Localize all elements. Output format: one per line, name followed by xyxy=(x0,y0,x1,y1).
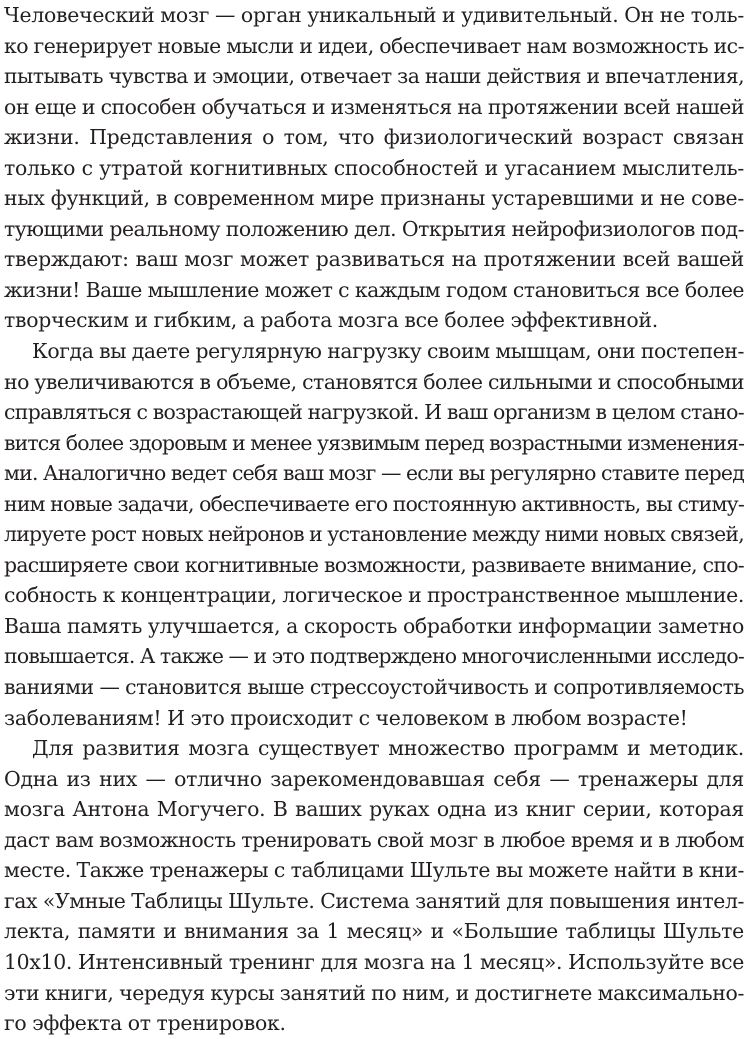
text-line: лируете рост новых нейронов и установление между ними новых связей, xyxy=(4,522,744,547)
text-line: заболеваниям! И это происходит с человеком в любом возрасте! xyxy=(4,705,688,730)
text-line: ми. Аналогично ведет себя ваш мозг — если вы регулярно ставите перед xyxy=(4,461,744,486)
text-line: вится более здоровым и менее уязвимым перед возрастными изменения- xyxy=(4,430,744,455)
text-line: собность к концентрации, логическое и пространственное мышление. xyxy=(4,583,744,608)
text-line: повышается. А также — и это подтверждено многочисленными исследо- xyxy=(4,644,744,669)
text-line: тующими реальному положению дел. Открытия нейрофизиологов под- xyxy=(4,216,744,241)
text-line: он еще и способен обучаться и изменяться на протяжении всей нашей xyxy=(4,94,744,119)
text-line: расширяете свои когнитивные возможности, развиваете внимание, спо- xyxy=(4,552,744,577)
paragraph xyxy=(4,733,744,1038)
body-text xyxy=(4,0,744,1039)
text-line: справляться с возрастающей нагрузкой. И ваш организм в целом стано- xyxy=(4,400,744,425)
text-line: Одна из них — отлично зарекомендовавшая себя — тренажеры для xyxy=(4,766,744,791)
text-line: гах «Умные Таблицы Шульте. Система занятий для повышения интел- xyxy=(4,888,744,913)
text-line: тверждают: ваш мозг может развиваться на протяжении всей вашей xyxy=(4,247,744,272)
paragraph xyxy=(4,336,744,733)
text-line: мозга Антона Могучего. В ваших руках одна из книг серии, которая xyxy=(4,797,744,822)
text-line: только с утратой когнитивных способностей и угасанием мыслитель- xyxy=(4,155,744,180)
paragraph xyxy=(4,0,744,336)
text-line: лекта, памяти и внимания за 1 месяц» и «Большие таблицы Шульте xyxy=(4,919,744,944)
text-line: эти книги, чередуя курсы занятий по ним, и достигнете максимально- xyxy=(4,980,744,1005)
text-line: Ваша память улучшается, а скорость обработки информации заметно xyxy=(4,613,744,638)
text-line: Когда вы даете регулярную нагрузку своим мышцам, они постепен- xyxy=(32,339,744,364)
text-line: даст вам возможность тренировать свой мозг в любое время и в любом xyxy=(4,827,744,852)
text-line: го эффекта от тренировок. xyxy=(4,1011,286,1036)
text-line: жизни! Ваше мышление может с каждым годом становиться все более xyxy=(4,277,744,302)
text-line: но увеличиваются в объеме, становятся более сильными и способными xyxy=(4,369,744,394)
text-line: жизни. Представления о том, что физиологический возраст связан xyxy=(4,125,744,150)
text-line: творческим и гибким, а работа мозга все более эффективной. xyxy=(4,308,658,333)
text-line: ко генерирует новые мысли и идеи, обеспечивает нам возможность ис- xyxy=(4,33,744,58)
text-line: 10x10. Интенсивный тренинг для мозга на 1 месяц». Используйте все xyxy=(4,949,744,974)
text-line: ваниями — становится выше стрессоустойчивость и сопротивляемость xyxy=(4,675,744,700)
text-line: пытывать чувства и эмоции, отвечает за наши действия и впечатления, xyxy=(4,64,744,89)
text-line: ним новые задачи, обеспечиваете его постоянную активность, вы стиму- xyxy=(4,491,744,516)
text-line: Для развития мозга существует множество программ и методик. xyxy=(32,736,744,761)
text-line: ных функций, в современном мире признаны устаревшими и не сове- xyxy=(4,186,744,211)
text-line: Человеческий мозг — орган уникальный и удивительный. Он не толь- xyxy=(4,3,744,27)
text-line: месте. Также тренажеры с таблицами Шульте вы можете найти в кни- xyxy=(4,858,744,883)
